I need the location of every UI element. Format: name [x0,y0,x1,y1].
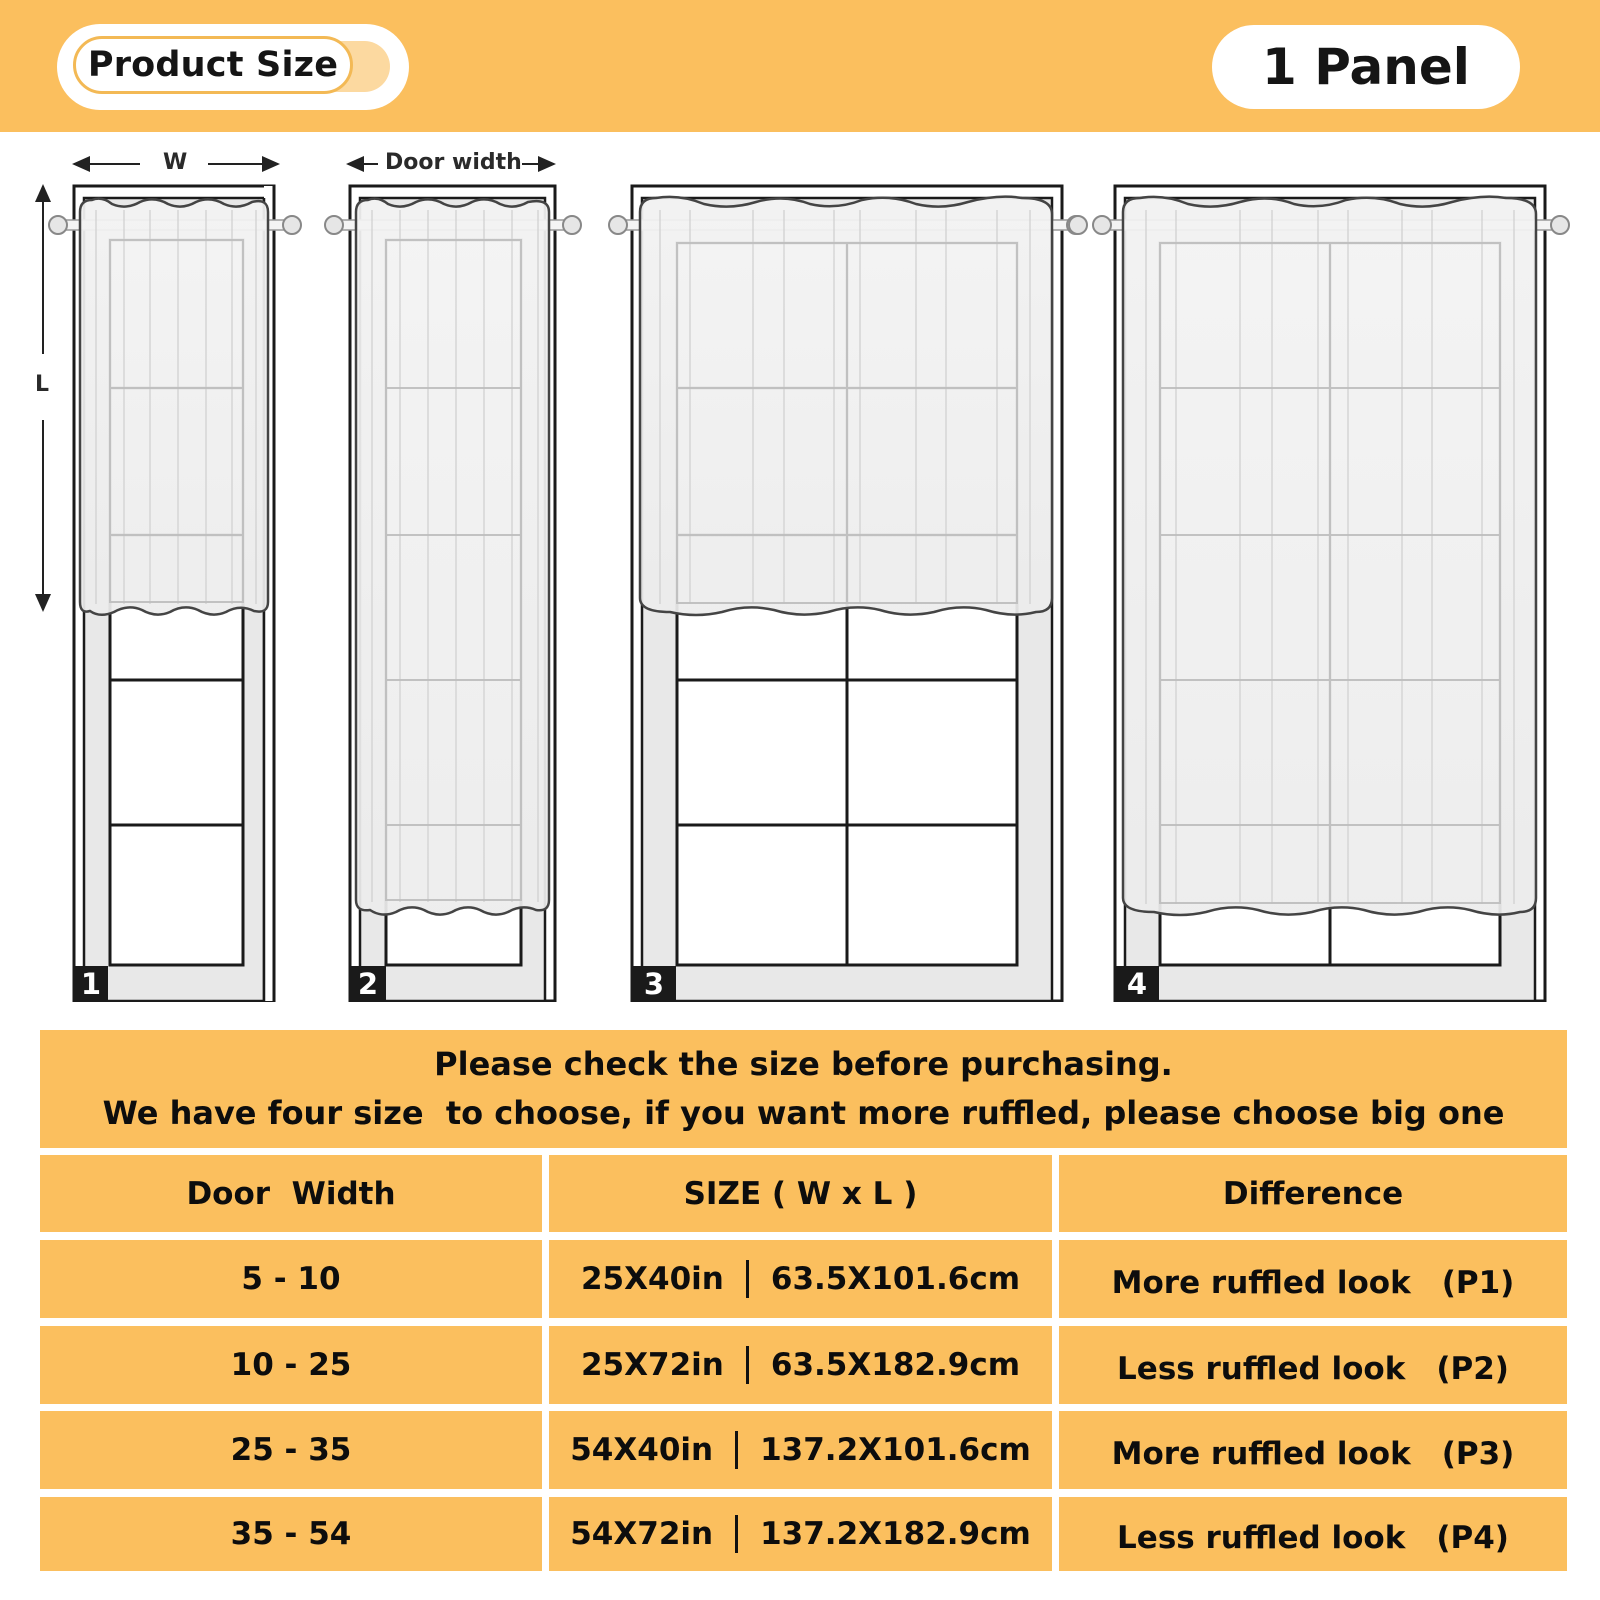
door-curtain-diagram [0,132,1600,1002]
door-2 [325,186,581,1001]
row-2-door-width: 10 - 25 [40,1326,542,1404]
row-1-difference: More ruffled look (P1) [1059,1240,1567,1318]
separator-bar [746,1260,749,1298]
row-2-size [549,1326,1052,1404]
door-3 [609,186,1085,1001]
door-4-number: 4 [1126,966,1148,1001]
row-1-size-cm: 63.5X101.6cm [770,1261,1020,1297]
row-4-difference: Less ruffled look (P4) [1059,1497,1567,1571]
row-2-size-in: 25X72in [580,1347,724,1383]
door-2-number: 2 [357,966,379,1001]
door-4 [1069,186,1569,1001]
separator-bar [735,1431,738,1469]
row-4-size-cm: 137.2X182.9cm [760,1516,1031,1552]
door-1 [49,186,301,1001]
curtain-p1 [80,199,268,615]
column-header-difference: Difference [1059,1155,1567,1232]
door-3-number: 3 [643,966,665,1001]
column-header-door-width: Door Width [40,1155,542,1232]
purchase-notice [40,1030,1567,1148]
row-2-size-cm: 63.5X182.9cm [770,1347,1020,1383]
row-3-difference: More ruffled look (P3) [1059,1411,1567,1489]
door-1-number: 1 [80,966,102,1001]
row-3-size-cm: 137.2X101.6cm [760,1432,1031,1468]
row-3-door-width: 25 - 35 [40,1411,542,1489]
row-4-size-in: 54X72in [570,1516,714,1552]
panel-count-badge: 1 Panel [1212,25,1520,109]
row-3-size [549,1411,1052,1489]
notice-line-1: Please check the size before purchasing. [434,1045,1173,1083]
row-2-difference: Less ruffled look (P2) [1059,1326,1567,1404]
product-size-badge: Product Size [73,36,353,94]
row-4-door-width: 35 - 54 [40,1497,542,1571]
column-header-size: SIZE ( W x L ) [549,1155,1052,1232]
row-1-size-in: 25X40in [580,1261,724,1297]
row-4-size [549,1497,1052,1571]
row-1-size [549,1240,1052,1318]
separator-bar [746,1346,749,1384]
notice-line-2: We have four size to choose, if you want more ruffled, please choose big one [102,1094,1505,1132]
width-label: W [163,150,188,175]
row-3-size-in: 54X40in [570,1432,714,1468]
row-1-door-width: 5 - 10 [40,1240,542,1318]
separator-bar [735,1515,738,1553]
length-label: L [35,372,50,397]
door-width-label: Door width [385,150,522,175]
